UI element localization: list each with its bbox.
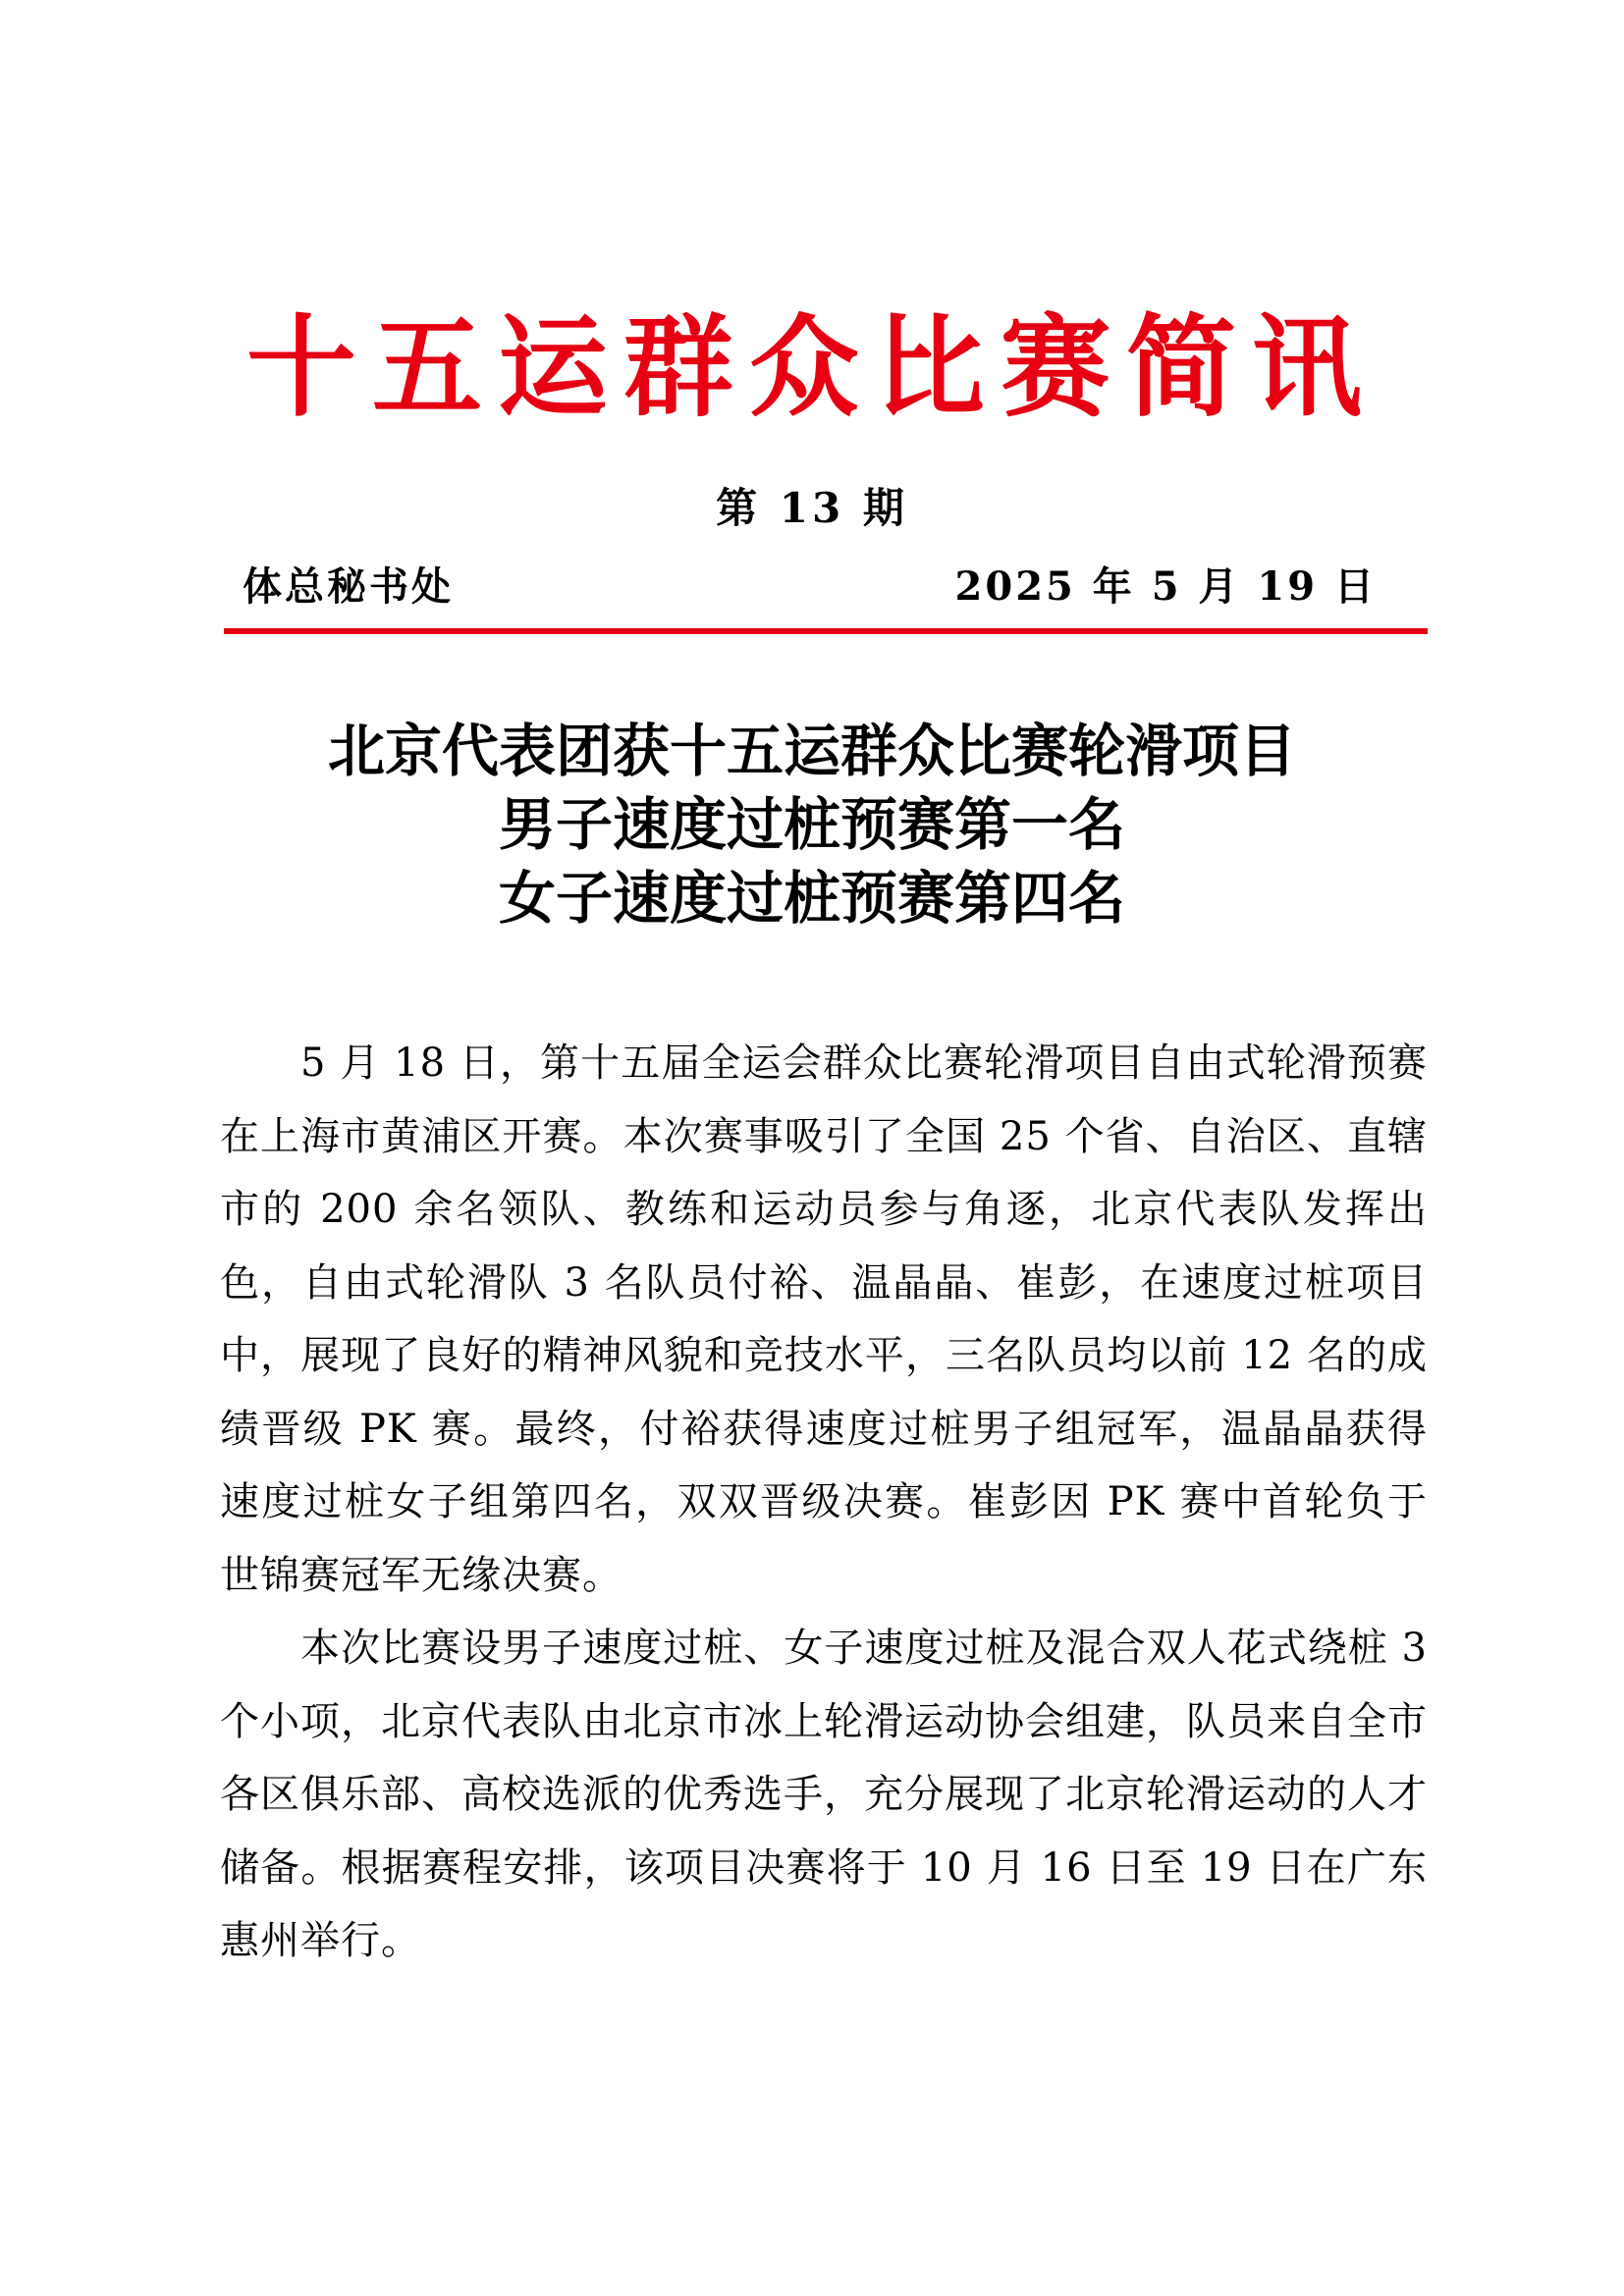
body-paragraph: 本次比赛设男子速度过桩、女子速度过桩及混合双人花式绕桩 3 个小项，北京代表队由北京市冰上轮滑运动协会组建，队员来自全市各区俱乐部、高校选派的优秀选手，充分展现了北京轮滑运动的人才储备。根据赛程安排，该项目决赛将于 10 月 16 日至 19 日在广东惠州举行。 [220,1626,1428,1963]
headline-line: 女子速度过桩预赛第四名 [498,865,1125,932]
issue-date: 2025 年 5 月 19 日 [954,563,1377,610]
masthead-title: 十五运群众比赛简讯 [246,303,1378,432]
article-body [220,1027,1428,1978]
issue-number: 第 13 期 [716,484,908,532]
headline-line: 北京代表团获十五运群众比赛轮滑项目 [327,718,1296,784]
headline-line: 男子速度过桩预赛第一名 [498,791,1125,858]
article-headline [0,715,1624,935]
red-divider [224,628,1428,634]
issuer-label: 体总秘书处 [243,563,454,610]
body-paragraph: 5 月 18 日，第十五届全运会群众比赛轮滑项目自由式轮滑预赛在上海市黄浦区开赛。本次赛事吸引了全国 25 个省、自治区、直辖市的 200 余名领队、教练和运动员参与角逐，北京代表队发挥出色，自由式轮滑队 3 名队员付裕、温晶晶、崔彭，在速度过桩项目中，展现了良好的精神风貌和竞技水平，三名队员均以前 12 名的成绩晋级 PK 赛。最终，付裕获得速度过桩男子组冠军，温晶晶获得速度过桩女子组第四名，双双晋级决赛。崔彭因 PK 赛中首轮负于世锦赛冠军无缘决赛。 [220,1041,1428,1598]
